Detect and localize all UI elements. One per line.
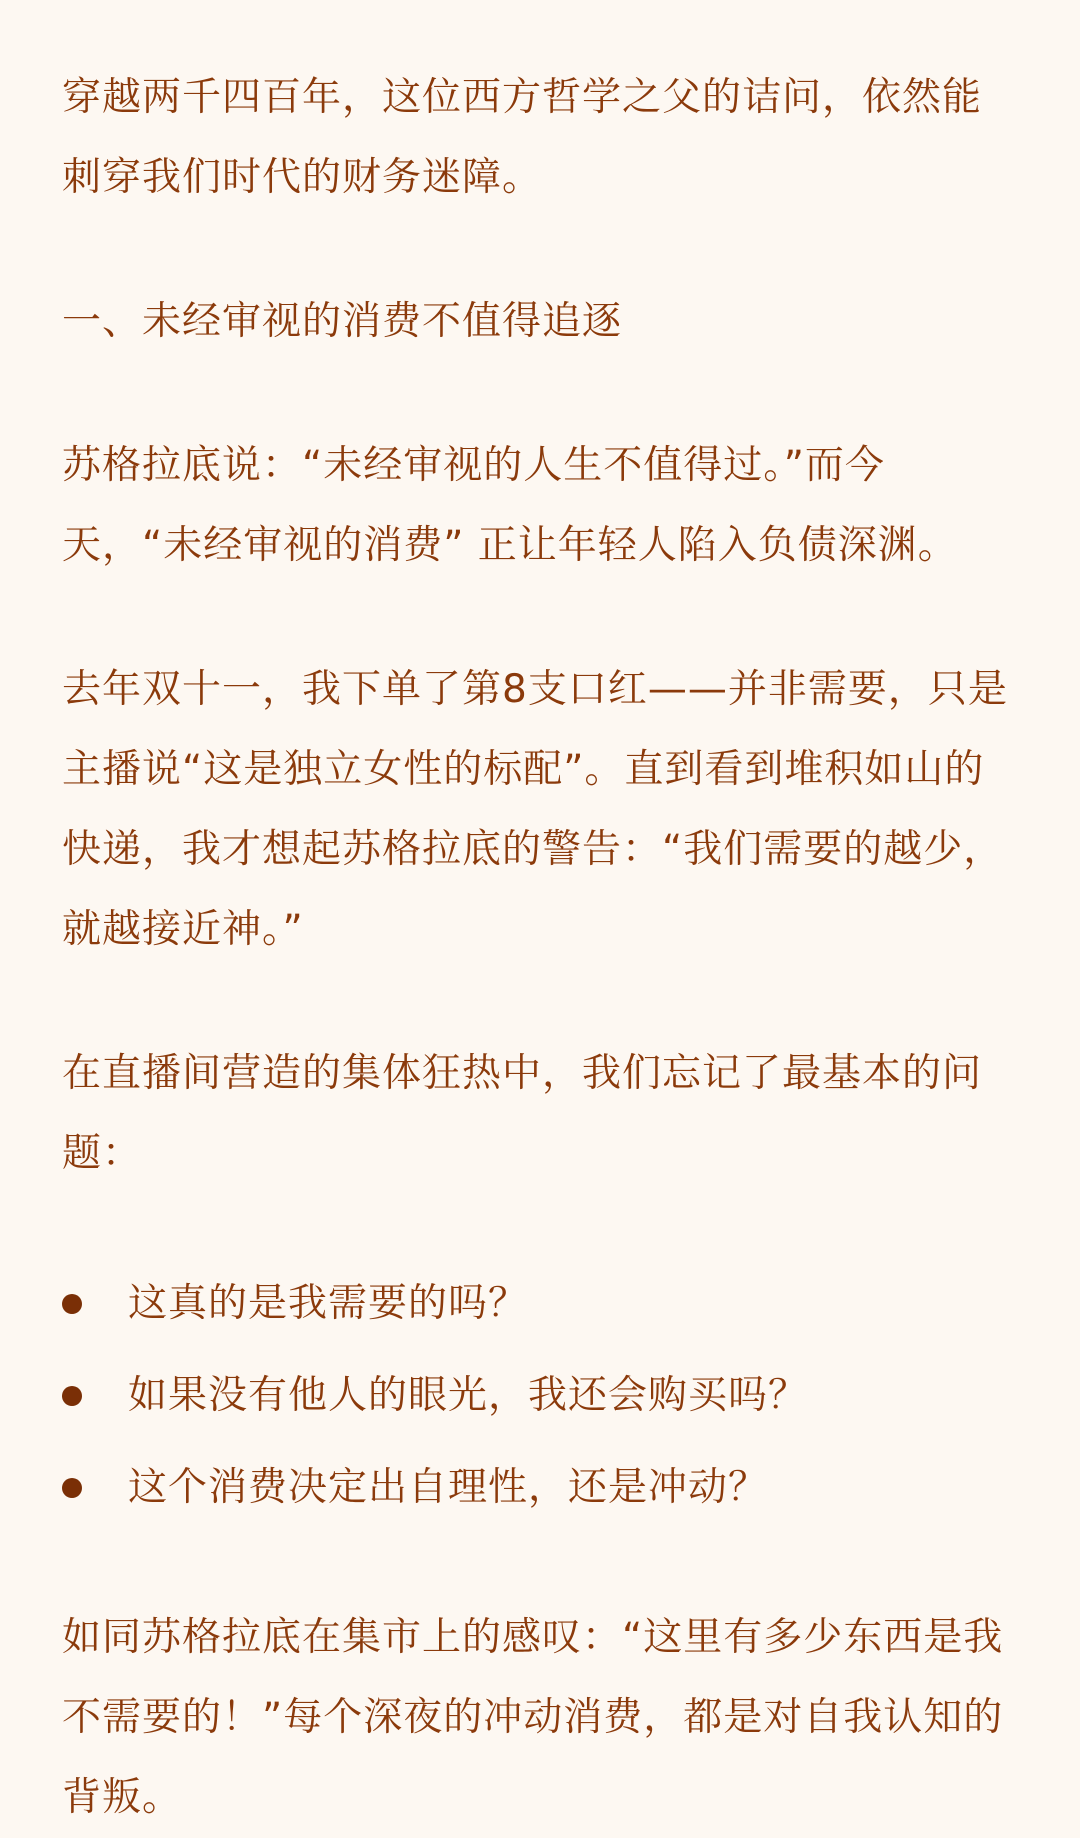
bullet-dot-icon <box>62 1478 82 1498</box>
text-line: 去年双十一，我下单了第8支口红——并非需要，只是 <box>62 667 1008 712</box>
text-line: 天，“未经审视的消费” 正让年轻人陷入负债深渊。 <box>62 523 958 568</box>
bullet-dot-icon <box>62 1294 82 1314</box>
questions-list <box>62 1258 1022 1534</box>
lipstick-story-paragraph <box>62 650 1022 970</box>
question-text: 这真的是我需要的吗？ <box>128 1281 529 1326</box>
question-text: 这个消费决定出自理性，还是冲动？ <box>128 1465 769 1510</box>
bullet-dot-icon <box>62 1386 82 1406</box>
text-line: 穿越两千四百年，这位西方哲学之父的诘问，依然能 <box>62 75 983 120</box>
article-body <box>62 58 1022 1838</box>
text-line: 就越接近神。” <box>62 907 304 952</box>
text-line: 在直播间营造的集体狂热中，我们忘记了最基本的问 <box>62 1051 983 1096</box>
text-line: 快递，我才想起苏格拉底的警告：“我们需要的越少， <box>62 827 1004 872</box>
question-item <box>62 1442 1022 1534</box>
text-line: 不需要的！”每个深夜的冲动消费，都是对自我认知的 <box>62 1695 1004 1740</box>
text-line: 刺穿我们时代的财务迷障。 <box>62 155 543 200</box>
section-heading-container <box>62 282 1022 362</box>
text-line: 如同苏格拉底在集市上的感叹：“这里有多少东西是我 <box>62 1615 1004 1660</box>
text-line: 主播说“这是独立女性的标配”。直到看到堆积如山的 <box>62 747 985 792</box>
socrates-quote-paragraph <box>62 426 1022 586</box>
question-text: 如果没有他人的眼光，我还会购买吗？ <box>128 1373 809 1418</box>
question-item <box>62 1350 1022 1442</box>
text-line: 背叛。 <box>62 1775 183 1820</box>
intro-paragraph <box>62 58 1022 218</box>
text-line: 苏格拉底说：“未经审视的人生不值得过。”而今 <box>62 443 885 488</box>
market-quote-paragraph <box>62 1598 1022 1838</box>
question-item <box>62 1258 1022 1350</box>
livestream-paragraph <box>62 1034 1022 1194</box>
text-line: 题： <box>62 1131 143 1176</box>
section-heading: 一、未经审视的消费不值得追逐 <box>62 299 623 344</box>
